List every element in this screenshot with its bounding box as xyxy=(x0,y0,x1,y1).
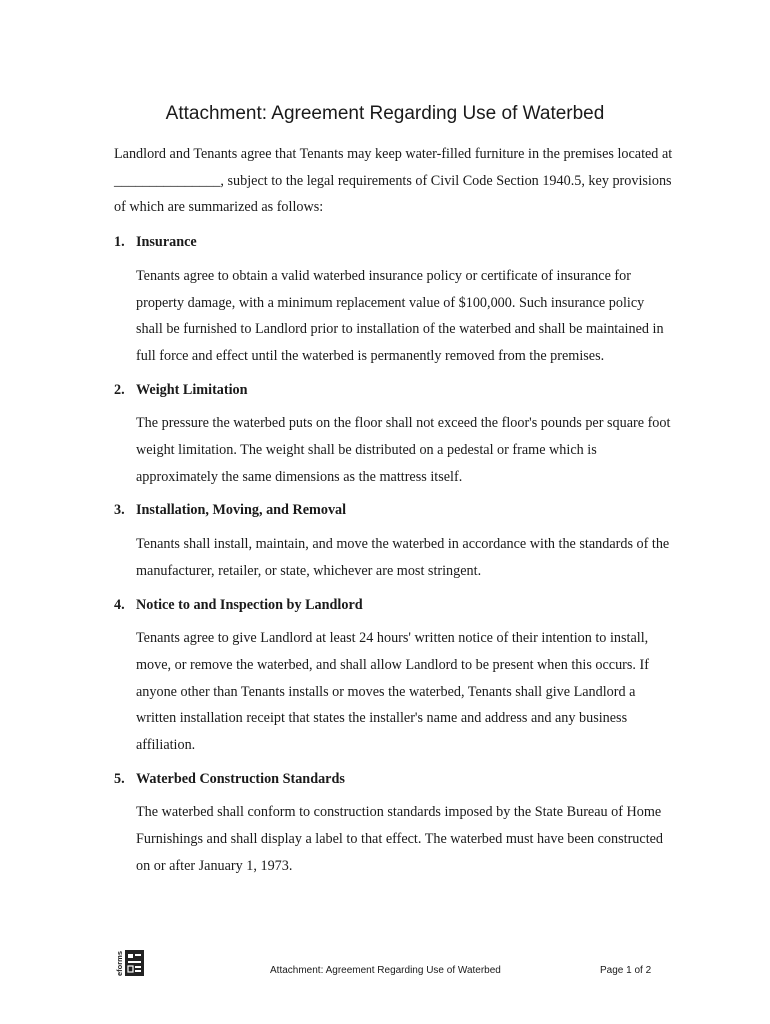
section-number: 3. xyxy=(114,502,125,519)
section-number: 1. xyxy=(114,234,125,251)
section-5 xyxy=(114,766,674,880)
section-2 xyxy=(114,377,674,491)
eforms-logo xyxy=(114,950,144,976)
section-text: Tenants agree to obtain a valid waterbed insurance policy or certificate of insurance for property damage, with a minimum replacement value of $100,000. Such insurance policy shall be furnished to Landlord prior to installation of the waterbed and shall be maintained in full force and effect until the waterbed is permanently removed from the premises. xyxy=(136,267,664,364)
section-3 xyxy=(114,497,674,584)
section-heading xyxy=(114,497,674,524)
section-4 xyxy=(114,592,674,759)
section-title: Installation, Moving, and Removal xyxy=(136,502,347,519)
intro-paragraph: Landlord and Tenants agree that Tenants may keep water-filled furniture in the premises located at _______________, subject to the legal requirements of Civil Code Section 1940.5, key provisions of which are summarized as follows: xyxy=(114,146,673,216)
section-heading xyxy=(114,377,674,404)
section-number: 4. xyxy=(114,596,125,613)
document-body xyxy=(114,141,674,887)
footer-title: Attachment: Agreement Regarding Use of Waterbed xyxy=(270,965,501,976)
section-text: Tenants agree to give Landlord at least 24 hours' written notice of their intention to install, move, or remove the waterbed, and shall allow Landlord to be present when this occurs. If anyone other than Tenants installs or moves the waterbed, Tenants shall give Landlord a written installation receipt that states the installer's name and address and any business affiliation. xyxy=(136,630,649,754)
section-number: 2. xyxy=(114,381,125,398)
section-heading xyxy=(114,766,674,793)
section-text: Tenants shall install, maintain, and move the waterbed in accordance with the standards of the manufacturer, retailer, or state, whichever are most stringent. xyxy=(136,536,670,579)
eforms-logo-wordmark xyxy=(114,950,124,976)
section-title: Notice to and Inspection by Landlord xyxy=(136,596,363,613)
page-number: Page 1 of 2 xyxy=(600,965,652,976)
document-icon xyxy=(125,950,144,976)
section-text: The waterbed shall conform to construction standards imposed by the State Bureau of Home Furnishings and shall display a label to that effect. The waterbed must have been constructed on or after January 1, 1973. xyxy=(136,804,664,874)
section-text: The pressure the waterbed puts on the floor shall not exceed the floor's pounds per square foot weight limitation. The weight shall be distributed on a pedestal or frame which is approximately the same dimensions as the mattress itself. xyxy=(136,415,671,485)
section-title: Weight Limitation xyxy=(136,381,248,398)
section-heading xyxy=(114,592,674,619)
document-title: Attachment: Agreement Regarding Use of Waterbed xyxy=(165,103,605,124)
eforms-logo-mark xyxy=(125,950,144,976)
section-heading xyxy=(114,229,674,256)
section-1 xyxy=(114,229,674,370)
section-title: Insurance xyxy=(136,234,197,251)
section-title: Waterbed Construction Standards xyxy=(136,770,345,787)
svg-text:eforms: eforms xyxy=(115,950,124,976)
section-number: 5. xyxy=(114,770,125,787)
